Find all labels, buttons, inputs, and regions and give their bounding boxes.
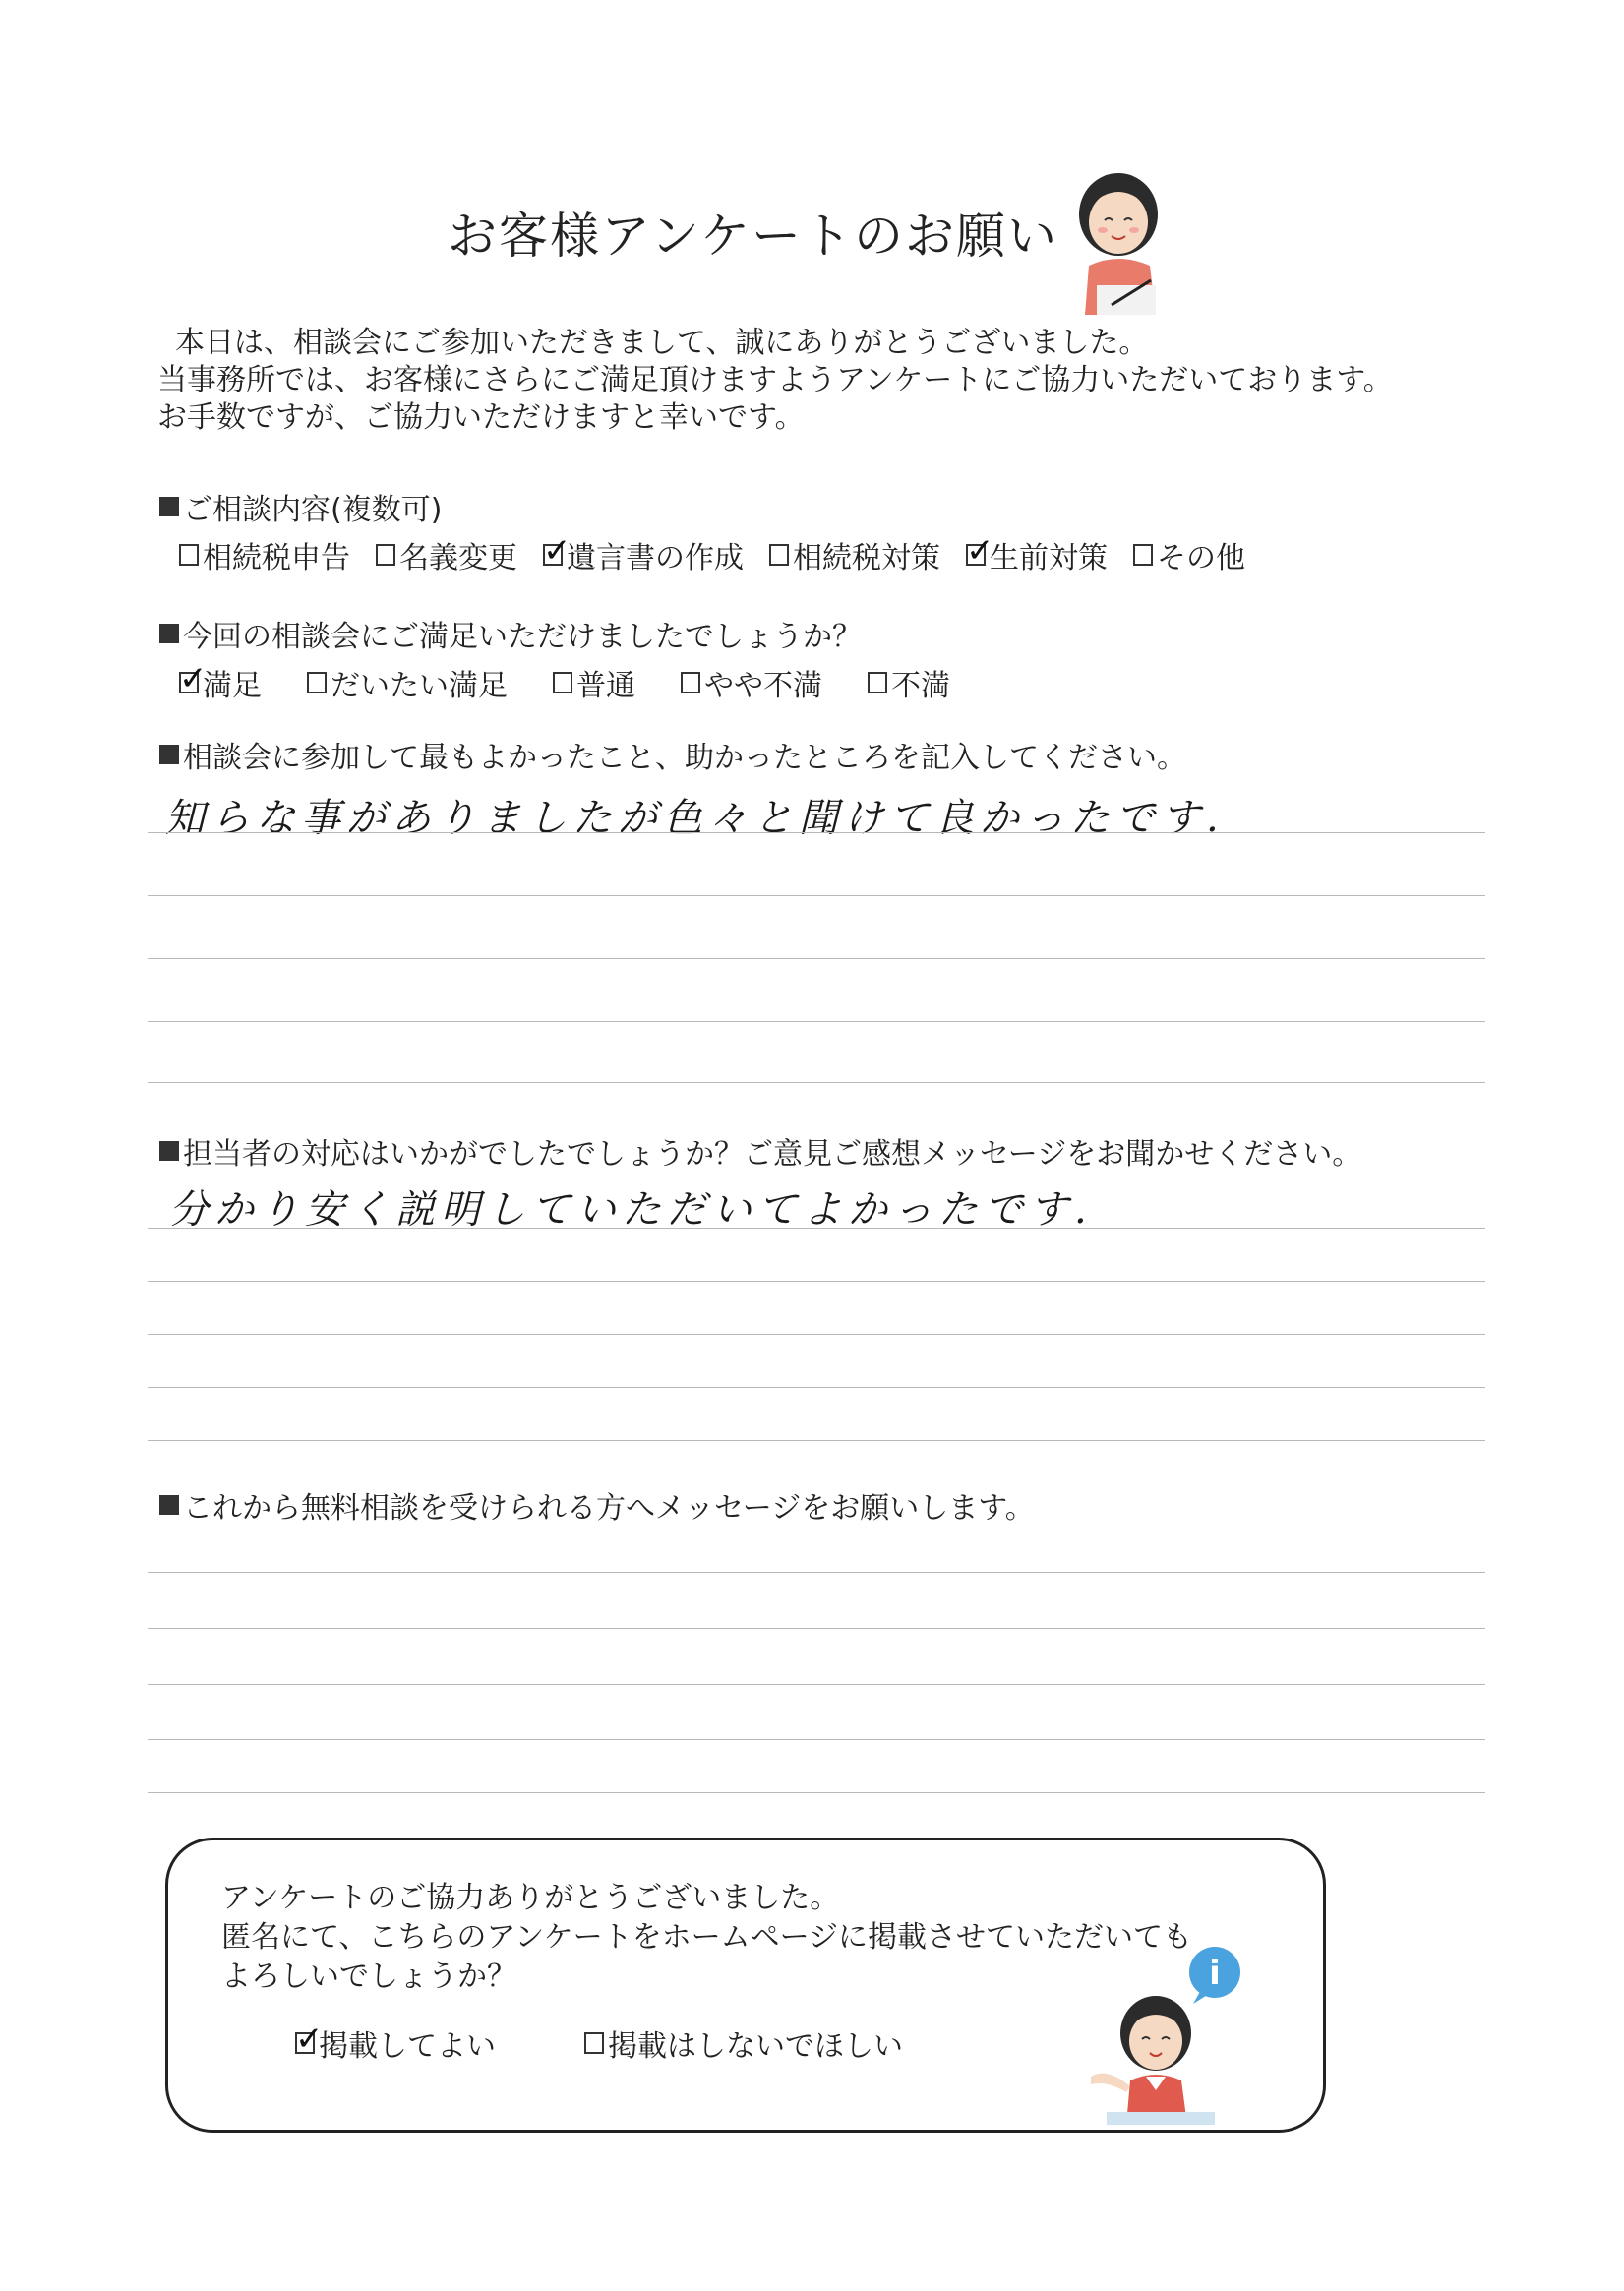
- q2-option-mostly-satisfied[interactable]: [307, 661, 508, 704]
- checkbox[interactable]: [543, 531, 571, 571]
- q5-heading-text: これから無料相談を受けられる方へメッセージをお願いします。: [183, 1491, 1035, 1526]
- checkbox[interactable]: [769, 544, 789, 566]
- option-label: 満足: [203, 669, 262, 703]
- ruled-line: [148, 1739, 1485, 1740]
- checkbox[interactable]: [868, 672, 887, 693]
- publish-decline-option[interactable]: [584, 2021, 903, 2065]
- q2-options: [179, 661, 950, 704]
- ruled-line: [148, 1334, 1485, 1335]
- option-label: 掲載はしないでほしい: [608, 2029, 903, 2064]
- option-label: 名義変更: [399, 541, 517, 575]
- closing-text: [221, 1879, 1192, 1997]
- page-title: お客様アンケートのお願い: [448, 208, 1058, 265]
- intro-line: お手数ですが、ご協力いただけますと幸いです。: [157, 400, 805, 435]
- bullet-square-icon: [159, 624, 179, 643]
- q1-heading-text: ご相談内容(複数可): [183, 493, 443, 527]
- ruled-line: [148, 1281, 1485, 1282]
- q1-option-name-change[interactable]: [376, 533, 517, 576]
- check-mark-icon: ✓: [295, 2020, 324, 2059]
- option-label: 相続税対策: [793, 541, 940, 575]
- bullet-square-icon: [159, 1141, 179, 1161]
- checkbox[interactable]: [584, 2032, 604, 2054]
- option-label: 普通: [576, 669, 635, 703]
- woman-writing-icon: [1067, 167, 1175, 315]
- q1-options: [179, 533, 1245, 576]
- ruled-line: [148, 1628, 1485, 1629]
- ruled-line: [148, 832, 1485, 833]
- check-mark-icon: ✓: [179, 659, 208, 698]
- q2-option-dissatisfied[interactable]: [868, 661, 950, 704]
- q1-option-inheritance-tax-planning[interactable]: [769, 533, 940, 576]
- ruled-line: [148, 1684, 1485, 1685]
- intro-text: [157, 325, 1393, 437]
- closing-line: よろしいでしょうか？: [221, 1959, 516, 1994]
- closing-line: 匿名にて、こちらのアンケートをホームページに掲載させていただいても: [221, 1920, 1192, 1955]
- option-label: その他: [1157, 541, 1245, 575]
- q1-heading: [159, 485, 442, 528]
- ruled-line: [148, 1387, 1485, 1388]
- closing-line: アンケートのご協力ありがとうございました。: [221, 1881, 840, 1915]
- ruled-line: [148, 895, 1485, 896]
- ruled-line: [148, 958, 1485, 959]
- q1-option-pre-death-planning[interactable]: [966, 533, 1108, 576]
- checkbox[interactable]: [307, 672, 327, 693]
- ruled-line: [148, 1021, 1485, 1022]
- q3-heading: [159, 733, 1186, 776]
- check-mark-icon: ✓: [966, 531, 994, 571]
- ruled-line: [148, 1082, 1485, 1083]
- q2-heading-text: 今回の相談会にご満足いただけましたでしょうか？: [183, 620, 862, 654]
- option-label: やや不満: [704, 669, 822, 703]
- q3-heading-text: 相談会に参加して最もよかったこと、助かったところを記入してください。: [183, 741, 1186, 775]
- option-label: だいたい満足: [331, 669, 508, 703]
- checkbox[interactable]: [295, 2020, 324, 2059]
- checkbox[interactable]: [1133, 544, 1153, 566]
- bullet-square-icon: [159, 1495, 179, 1515]
- svg-text:i: i: [1209, 1954, 1221, 1993]
- checkbox[interactable]: [376, 544, 395, 566]
- ruled-line: [148, 1572, 1485, 1573]
- publish-ok-option[interactable]: [295, 2021, 496, 2065]
- checkbox[interactable]: [966, 531, 994, 571]
- option-label: 掲載してよい: [319, 2029, 496, 2064]
- q4-heading: [159, 1129, 1361, 1173]
- option-label: 不満: [891, 669, 950, 703]
- intro-line: 本日は、相談会にご参加いただきまして、誠にありがとうございました。: [175, 326, 1149, 360]
- woman-info-icon: [1077, 1943, 1249, 2125]
- q2-heading: [159, 612, 862, 655]
- checkbox[interactable]: [681, 672, 700, 693]
- intro-line: 当事務所では、お客様にさらにご満足頂けますようアンケートにご協力いただいております。: [157, 363, 1393, 397]
- q1-option-inheritance-tax-filing[interactable]: [179, 533, 350, 576]
- q1-option-other[interactable]: [1133, 533, 1245, 576]
- ruled-line: [148, 1792, 1485, 1793]
- q2-option-satisfied[interactable]: [179, 661, 262, 704]
- q3-answer[interactable]: 知らな事がありましたが色々と聞けて良かったです.: [165, 796, 1225, 841]
- checkbox[interactable]: [553, 672, 572, 693]
- option-label: 相続税申告: [203, 541, 350, 575]
- bullet-square-icon: [159, 745, 179, 764]
- q4-answer[interactable]: 分かり安く説明していただいてよかったです.: [169, 1187, 1093, 1233]
- ruled-line: [148, 1440, 1485, 1441]
- q1-option-will-creation[interactable]: [543, 533, 744, 576]
- q2-option-neutral[interactable]: [553, 661, 635, 704]
- ruled-line: [148, 1228, 1485, 1229]
- q2-option-somewhat-dissatisfied[interactable]: [681, 661, 822, 704]
- q5-heading: [159, 1483, 1035, 1527]
- q4-heading-text: 担当者の対応はいかがでしたでしょうか？ご意見ご感想メッセージをお聞かせください。: [183, 1137, 1362, 1172]
- checkbox[interactable]: [179, 659, 208, 698]
- option-label: 遺言書の作成: [567, 541, 744, 575]
- checkbox[interactable]: [179, 544, 199, 566]
- option-label: 生前対策: [990, 541, 1108, 575]
- bullet-square-icon: [159, 497, 179, 516]
- check-mark-icon: ✓: [543, 531, 571, 571]
- publish-options: [295, 2021, 903, 2065]
